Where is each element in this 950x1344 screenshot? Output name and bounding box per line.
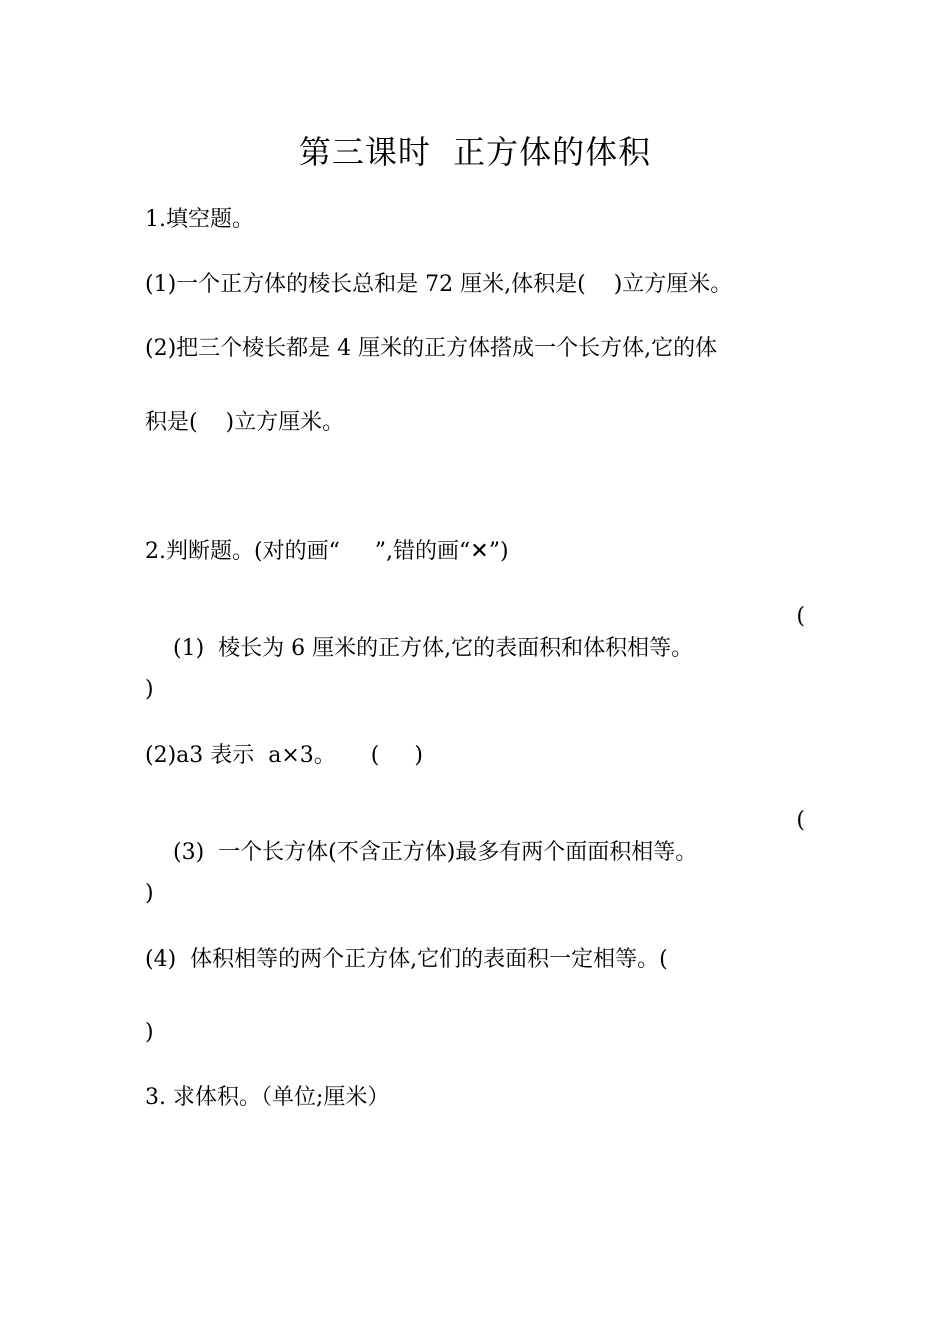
- section3-heading: 3. 求体积。（单位;厘米）: [145, 1085, 390, 1110]
- section1-heading: 1.填空题。: [145, 207, 254, 232]
- fill-question-2-line1: (2)把三个棱长都是 4 厘米的正方体搭成一个长方体,它的体: [145, 336, 718, 361]
- judge-question-3-open-paren: (: [796, 808, 805, 833]
- judge-question-1-open-paren: (: [796, 604, 805, 629]
- judge-question-2: (2)a3 表示 a×3。 ( ): [145, 743, 423, 768]
- judge-question-1-close-paren: ): [145, 677, 154, 702]
- fill-question-1: (1)一个正方体的棱长总和是 72 厘米,体积是( )立方厘米。: [145, 272, 733, 297]
- judge-question-1: [145, 601, 805, 729]
- judge-question-3: [145, 805, 805, 933]
- page-title: 第三课时 正方体的体积: [298, 133, 652, 171]
- fill-question-2-line2: 积是( )立方厘米。: [145, 410, 345, 435]
- judge-question-3-close-paren: ): [145, 881, 154, 906]
- judge-question-3-text: (3) 一个长方体(不含正方体)最多有两个面面积相等。: [172, 840, 698, 865]
- judge-question-4: (4) 体积相等的两个正方体,它们的表面积一定相等。(: [145, 947, 668, 972]
- judge-question-4-close-paren: ): [145, 1020, 154, 1045]
- section2-heading: 2.判断题。(对的画“ ”,错的画“✕”): [145, 539, 509, 564]
- judge-question-1-text: (1) 棱长为 6 厘米的正方体,它的表面积和体积相等。: [172, 636, 694, 661]
